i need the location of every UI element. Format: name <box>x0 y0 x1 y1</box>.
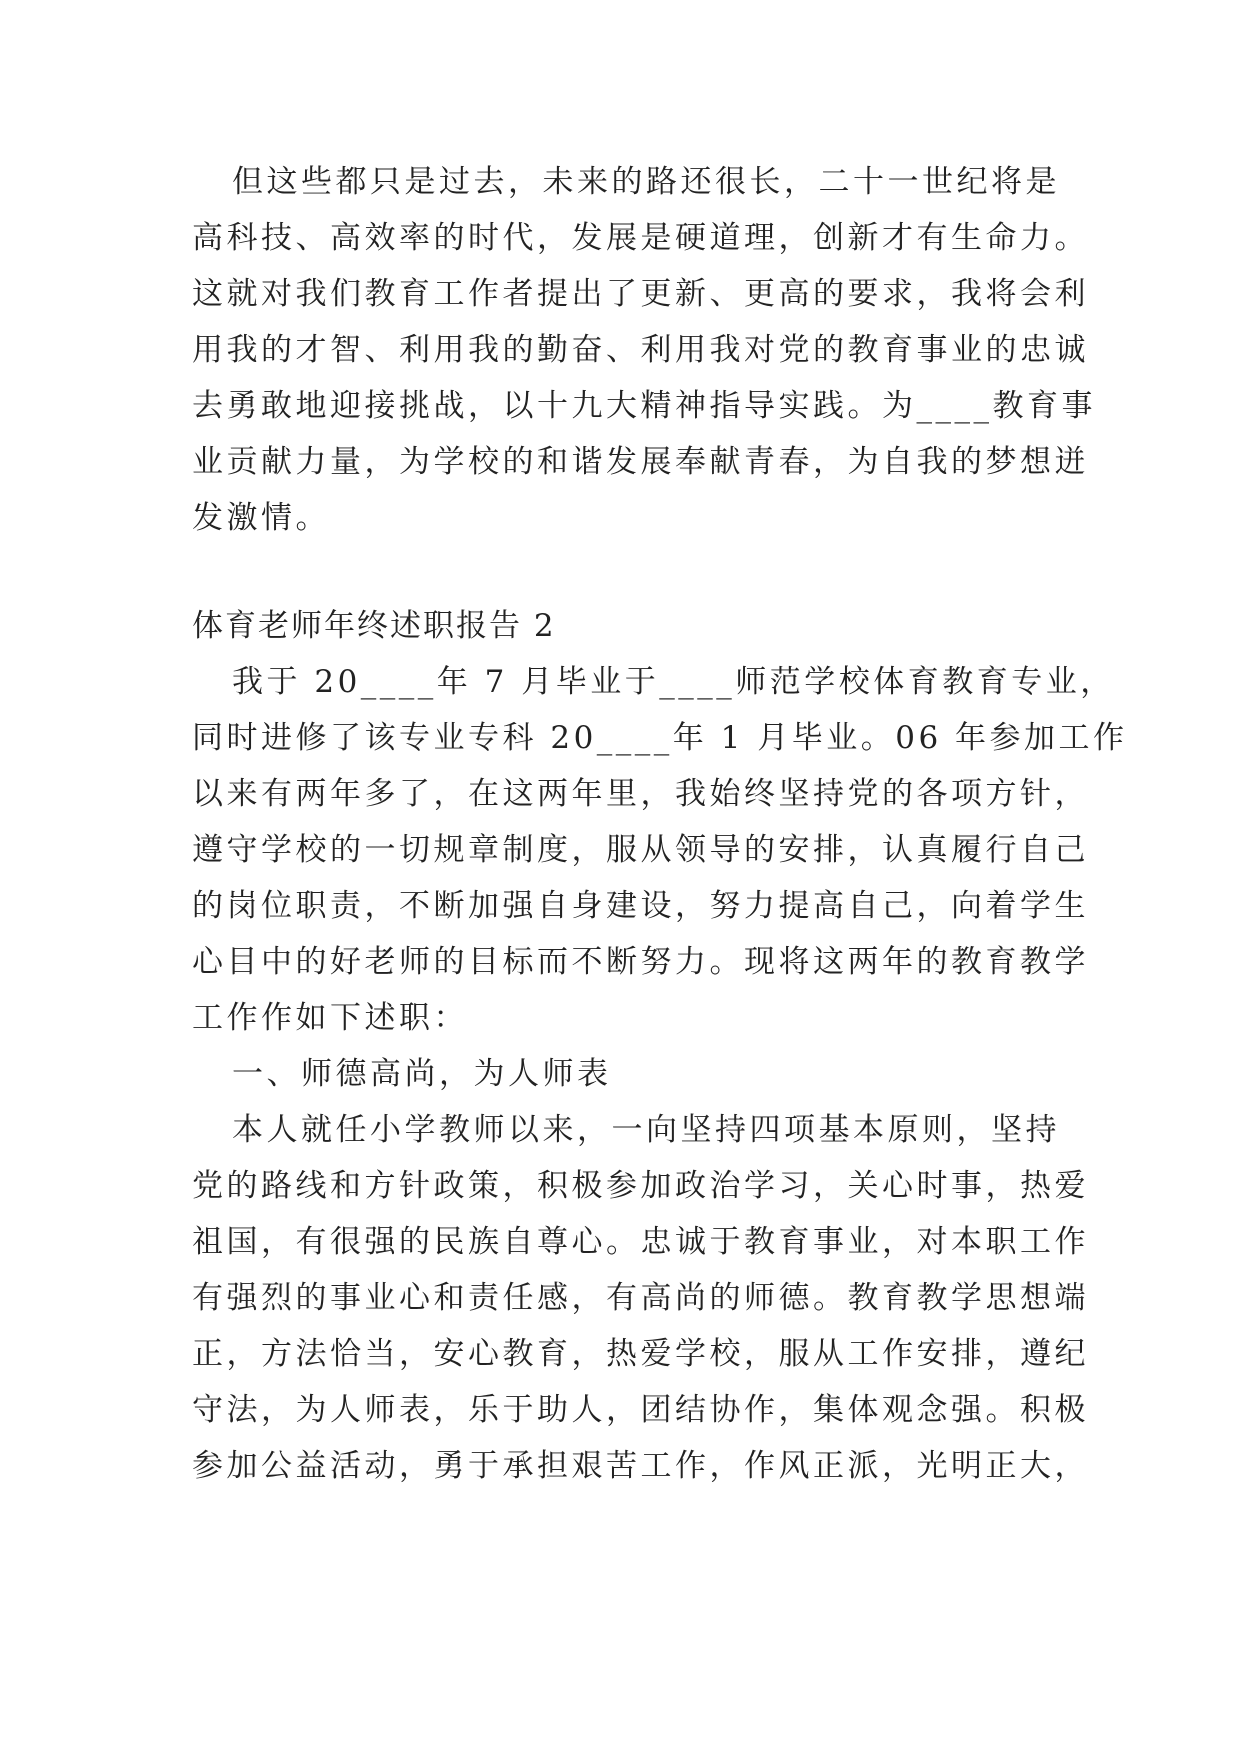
paragraph-line: 的岗位职责，不断加强自身建设，努力提高自己，向着学生 <box>192 888 1089 924</box>
paragraph-line: 有强烈的事业心和责任感，有高尚的师德。教育教学思想端 <box>192 1280 1089 1316</box>
paragraph-line: 高科技、高效率的时代，发展是硬道理，创新才有生命力。 <box>192 220 1089 256</box>
paragraph-line: 心目中的好老师的目标而不断努力。现将这两年的教育教学 <box>192 944 1089 980</box>
paragraph-line: 发激情。 <box>192 500 330 536</box>
paragraph-line: 守法，为人师表，乐于助人，团结协作，集体观念强。积极 <box>192 1392 1089 1428</box>
paragraph-line: 去勇敢地迎接挑战，以十九大精神指导实践。为____教育事 <box>192 388 1096 424</box>
paragraph-line: 祖国，有很强的民族自尊心。忠诚于教育事业，对本职工作 <box>192 1224 1089 1260</box>
paragraph-line: 参加公益活动，勇于承担艰苦工作，作风正派，光明正大， <box>192 1448 1089 1484</box>
paragraph-line: 同时进修了该专业专科 20____年 1 月毕业。06 年参加工作 <box>192 720 1128 756</box>
subheading: 一、师德高尚，为人师表 <box>232 1056 612 1092</box>
paragraph-line: 业贡献力量，为学校的和谐发展奉献青春，为自我的梦想迸 <box>192 444 1089 480</box>
section-title: 体育老师年终述职报告 2 <box>192 608 556 644</box>
paragraph-line: 我于 20____年 7 月毕业于____师范学校体育教育专业， <box>232 664 1115 700</box>
paragraph-line: 正，方法恰当，安心教育，热爱学校，服从工作安排，遵纪 <box>192 1336 1089 1372</box>
paragraph-line: 本人就任小学教师以来，一向坚持四项基本原则，坚持 <box>232 1112 1060 1148</box>
paragraph-line: 用我的才智、利用我的勤奋、利用我对党的教育事业的忠诚 <box>192 332 1089 368</box>
paragraph-line: 工作作如下述职： <box>192 1000 468 1036</box>
paragraph-line: 遵守学校的一切规章制度，服从领导的安排，认真履行自己 <box>192 832 1089 868</box>
paragraph-line: 以来有两年多了，在这两年里，我始终坚持党的各项方针， <box>192 776 1089 812</box>
paragraph-line: 党的路线和方针政策，积极参加政治学习，关心时事，热爱 <box>192 1168 1089 1204</box>
paragraph-line: 这就对我们教育工作者提出了更新、更高的要求，我将会利 <box>192 276 1089 312</box>
paragraph-line: 但这些都只是过去，未来的路还很长，二十一世纪将是 <box>232 164 1060 200</box>
